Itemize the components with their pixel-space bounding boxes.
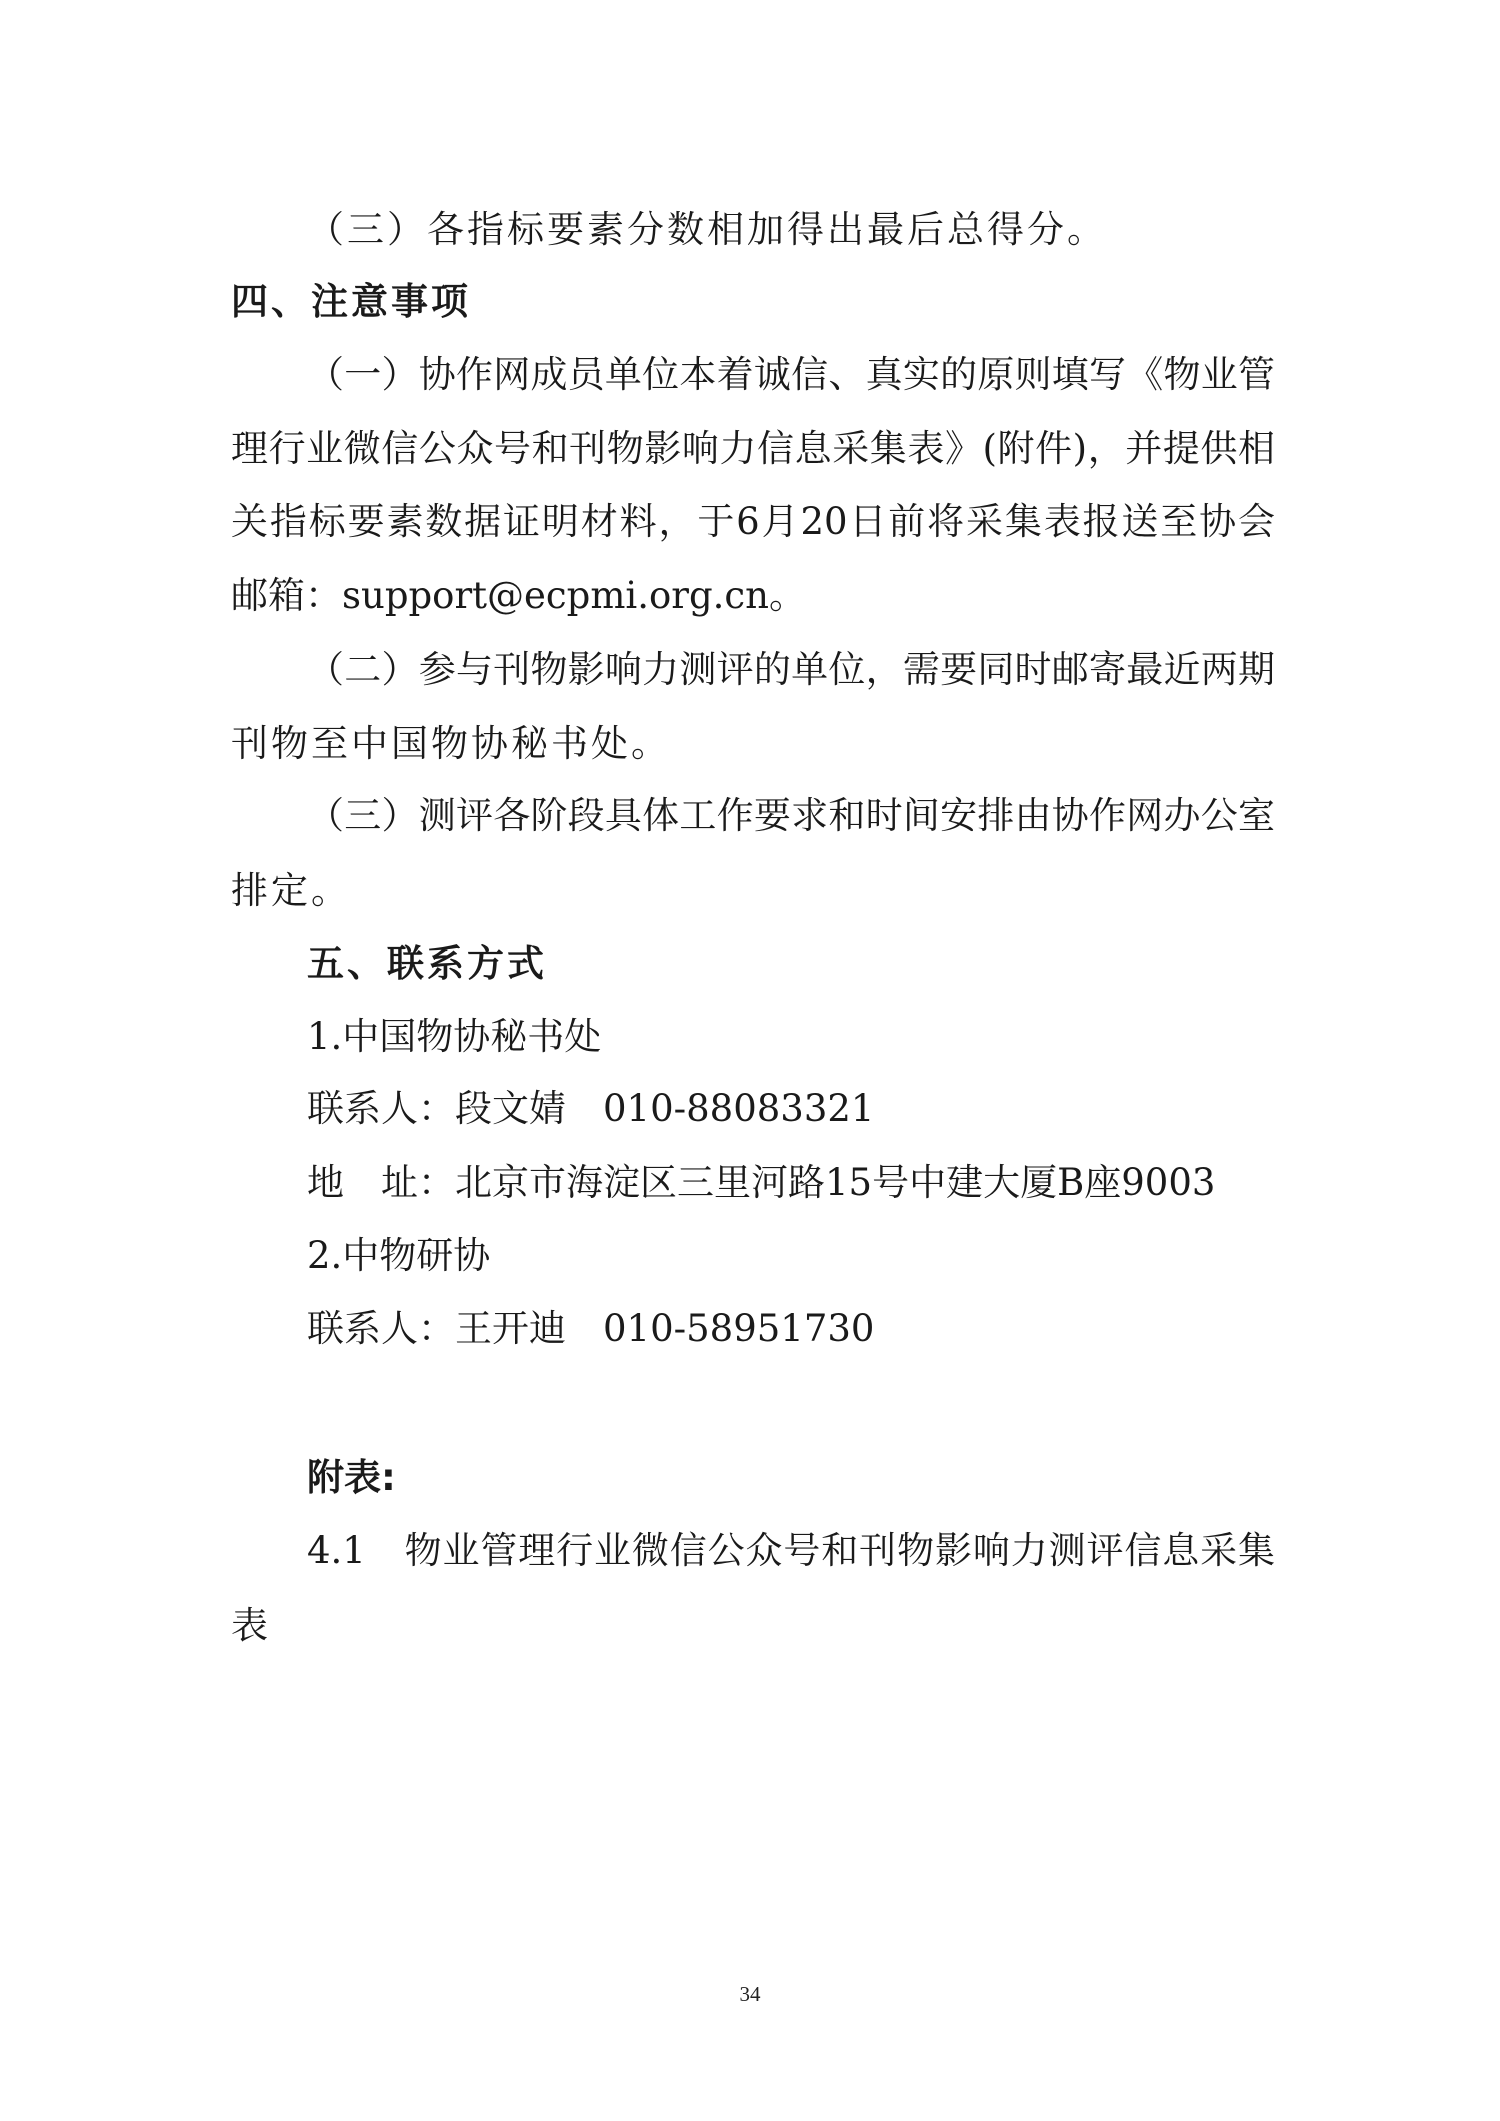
section-heading: 四、注意事项	[231, 280, 471, 323]
paragraph-line: 排定。	[231, 869, 351, 912]
appendix-heading: 附表:	[307, 1456, 396, 1499]
contact-person: 联系人：王开迪 010-58951730	[307, 1307, 875, 1350]
contact-person: 联系人：段文婧 010-88083321	[307, 1087, 875, 1130]
paragraph-line: （三）测评各阶段具体工作要求和时间安排由协作网办公室	[307, 794, 1275, 837]
appendix-item: 4.1 物业管理行业微信公众号和刊物影响力测评信息采集	[307, 1529, 1275, 1572]
paragraph-line: 刊物至中国物协秘书处。	[231, 722, 671, 765]
contact-address: 地 址：北京市海淀区三里河路15号中建大厦B座9003	[307, 1161, 1216, 1204]
page-number: 34	[739, 1982, 761, 2006]
appendix-item: 表	[231, 1604, 268, 1647]
paragraph-line: 理行业微信公众号和刊物影响力信息采集表》(附件)，并提供相	[231, 427, 1275, 470]
paragraph-line: 关指标要素数据证明材料，于6月20日前将采集表报送至协会	[231, 500, 1275, 543]
paragraph-line: 邮箱：support@ecpmi.org.cn。	[231, 574, 806, 617]
paragraph-line: （二）参与刊物影响力测评的单位，需要同时邮寄最近两期	[307, 648, 1275, 691]
section-heading: 五、联系方式	[307, 942, 547, 985]
contact-org: 1.中国物协秘书处	[307, 1015, 602, 1058]
paragraph-line: （一）协作网成员单位本着诚信、真实的原则填写《物业管	[307, 353, 1275, 396]
contact-org: 2.中物研协	[307, 1234, 491, 1277]
paragraph-line: （三）各指标要素分数相加得出最后总得分。	[307, 208, 1107, 251]
